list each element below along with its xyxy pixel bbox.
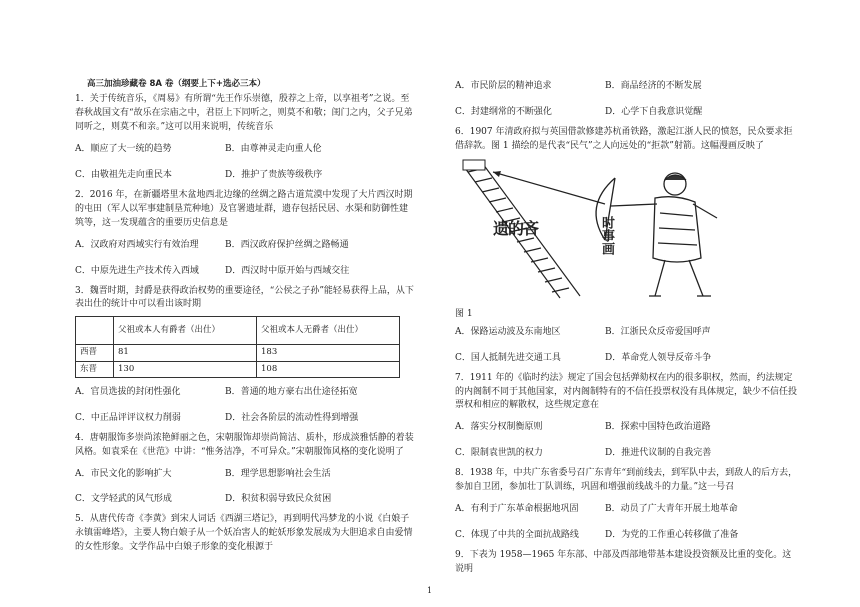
question-7	[455, 372, 800, 462]
cartoon-caption-left: 遗的吝	[493, 218, 539, 238]
options	[75, 468, 415, 508]
option-a[interactable]: A．汉政府对西域实行有效治理	[75, 239, 199, 250]
cartoon-figure	[455, 158, 755, 306]
question-3	[75, 285, 415, 426]
question-stem: 1．关于传统音乐，《周易》有所谓“先王作乐崇德，殷荐之上帝，以享祖考”之说。至春秋战国文有“故乐在宗庙之中，君臣上下同听之，则莫不和敬；闺门之内，父子兄弟同听之，则莫不和亲。”这可以用来说明，传统音乐	[75, 94, 413, 133]
table-cell: 108	[257, 361, 400, 377]
option-c[interactable]: C．文学轻武的风气形成	[75, 494, 172, 505]
options	[75, 239, 415, 279]
table-row	[76, 361, 400, 377]
question-stem: 3．魏晋时期，封爵是获得政治权势的重要途径，“公侯之子孙”能轻易获得上品，从下表出仕的统计中可以看出该时期	[75, 285, 414, 310]
option-b[interactable]: B．商品经济的不断发展	[605, 81, 702, 91]
option-c[interactable]: C．限制袁世凯的权力	[455, 448, 543, 459]
option-a[interactable]: A．顺应了大一统的趋势	[75, 143, 172, 154]
table-cell: 81	[114, 345, 257, 361]
question-6	[455, 126, 800, 366]
table-header-row	[76, 317, 400, 345]
table-row	[76, 345, 400, 361]
left-column	[75, 78, 415, 560]
table-header-cell	[76, 317, 114, 345]
option-b[interactable]: B．探索中国特色政治道路	[605, 422, 711, 433]
question-stem: 5．从唐代传奇《李黄》到宋人词话《西湖三塔记》，再到明代冯梦龙的小说《白娘子永镇雷峰塔》，主要人物白娘子从一个妖冶害人的蛇妖形象发展成为大胆追求自由爱情的女性形象。文学作品中白娘子形象的变化根源于	[75, 514, 413, 553]
options	[455, 421, 800, 461]
question-4	[75, 432, 415, 508]
table-header-cell: 父祖或本人无爵者（出仕）	[257, 317, 400, 345]
options	[75, 386, 415, 426]
option-b[interactable]: B．西汉政府保护丝绸之路畅通	[225, 239, 349, 250]
figure-label: 图 1	[455, 308, 473, 319]
question-1	[75, 93, 415, 183]
option-a[interactable]: A．保路运动波及东南地区	[455, 326, 561, 337]
question-stem: 8．1938 年，中共广东省委号召广东青年“到前线去，到军队中去，到敌人的后方去，参加自卫团，参加壮丁队训练，巩固和增强前线战斗的力量。”这一号召	[455, 468, 798, 493]
right-column	[455, 80, 800, 582]
table-cell: 130	[114, 361, 257, 377]
question-stem: 9．下表为 1958—1965 年东部、中部及西部地带基本建设投资额及比重的变化。这说明	[455, 550, 792, 574]
option-d[interactable]: D．积贫积弱导致民众贫困	[225, 494, 332, 505]
table-cell: 183	[257, 345, 400, 361]
option-a[interactable]: A．有利于广东革命根据地巩固	[455, 504, 579, 515]
options	[455, 503, 800, 543]
option-a[interactable]: A．市民阶层的精神追求	[455, 81, 552, 91]
question-2	[75, 189, 415, 279]
table-cell: 东晋	[76, 361, 114, 377]
options	[455, 80, 800, 120]
option-d[interactable]: D．社会各阶层的流动性得到增强	[225, 412, 359, 423]
option-d[interactable]: D．西汉时中原开始与西域交往	[225, 265, 350, 276]
options	[75, 143, 415, 183]
cartoon-caption-right: 时事画	[599, 215, 614, 255]
option-c[interactable]: C．封建纲常的不断强化	[455, 106, 552, 117]
question-stem: 4．唐朝服饰多崇尚浓艳鲜丽之色，宋朝服饰却崇尚简洁、质朴，形成淡雅恬静的着装风格。如袁采在《世范》中讲：“惟务洁净，不可异众。”宋朝服饰风格的变化说明了	[75, 432, 414, 457]
option-a[interactable]: A．市民文化的影响扩大	[75, 468, 172, 479]
exam-title: 高三加油珍藏卷 8A 卷（纲要上下+选必三本）	[87, 79, 266, 89]
option-d[interactable]: D．心学下自我意识觉醒	[605, 106, 703, 117]
option-c[interactable]: C．体现了中共的全面抗战路线	[455, 530, 579, 541]
option-c[interactable]: C．国人抵制先进交通工具	[455, 352, 561, 363]
option-b[interactable]: B．普通的地方豪右出仕途径拓宽	[225, 386, 358, 397]
table-cell: 西晋	[76, 345, 114, 361]
page-number: 1	[427, 586, 433, 595]
option-b[interactable]: B．动员了广大青年开展土地革命	[605, 504, 738, 515]
question-stem: 7．1911 年的《临时约法》规定了国会包括弹劾权在内的很多职权，然而，约法规定的内阁制不同于其他国家，对内阁制特有的不信任投票权没有具体规定，缺少不信任投票权和相应的解散权，这些规定意在	[455, 372, 798, 411]
question-stem: 2．2016 年，在新疆塔里木盆地西北边缘的丝绸之路古道荒漠中发现了大片西汉时期的屯田（军人以军事建制垦荒种地）及官署遗址群，遗存包括民居、水渠和防御性建筑等，这一发现蕴含的重要历史信息是	[75, 189, 413, 228]
data-table	[75, 316, 400, 377]
option-b[interactable]: B．江浙民众反帝爱国呼声	[605, 326, 711, 337]
question-5	[75, 513, 415, 555]
options	[455, 326, 800, 366]
option-d[interactable]: D．推护了贵族等级秩序	[225, 169, 323, 180]
option-d[interactable]: D．推进代议制的自我完善	[605, 448, 712, 459]
table-header-cell: 父祖或本人有爵者（出仕）	[114, 317, 257, 345]
question-stem: 6．1907 年清政府拟与英国借款修建苏杭甬铁路，激起江浙人民的愤怒，民众要求拒借辞款。图 1 描绘的是代表“民气”之人向远处的“拒款”射箭。这幅漫画反映了	[455, 126, 793, 151]
option-c[interactable]: C．中原先进生产技术传入西域	[75, 265, 199, 276]
option-c[interactable]: C．由敬祖先走向重民本	[75, 169, 172, 180]
option-a[interactable]: A．落实分权制衡原则	[455, 422, 543, 433]
option-b[interactable]: B．理学思想影响社会生活	[225, 468, 331, 479]
option-a[interactable]: A．官员选拔的封闭性强化	[75, 386, 181, 397]
option-d[interactable]: D．革命党人领导反帝斗争	[605, 352, 712, 363]
option-b[interactable]: B．由尊神灵走向重人伦	[225, 143, 322, 154]
question-9	[455, 549, 800, 577]
option-c[interactable]: C．中正品评评议权力削弱	[75, 412, 181, 423]
option-d[interactable]: D．为党的工作重心转移做了准备	[605, 530, 739, 541]
question-8	[455, 467, 800, 543]
